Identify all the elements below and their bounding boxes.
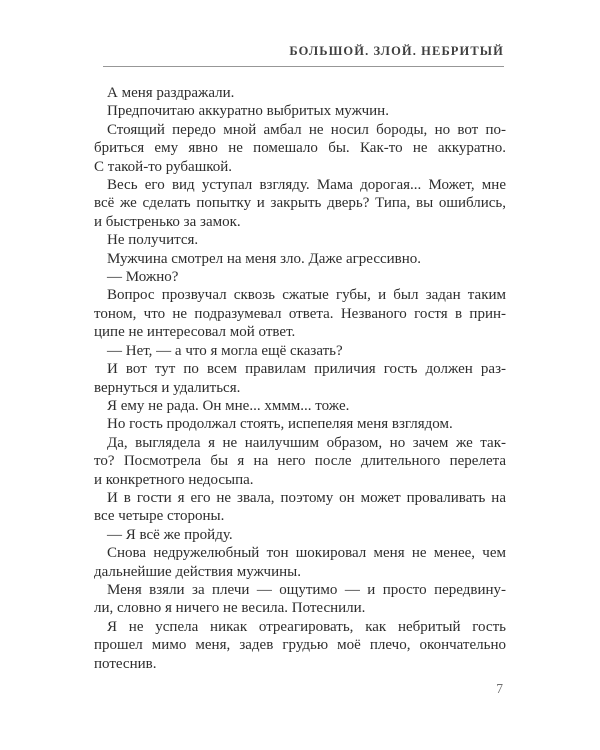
text-line: прошел мимо меня, задев грудью моё плечо, окончательно [94,637,506,654]
page-number: 7 [496,681,503,696]
text-line: Вопрос прозвучал сквозь сжатые губы, и был задан таким [107,287,506,304]
text-line: Мужчина смотрел на меня зло. Даже агрессивно. [107,250,422,267]
text-line: и конкретного недосыпа. [94,471,254,488]
text-line: Весь его вид уступал взгляду. Мама дорогая... Может, мне [107,177,506,194]
running-title: БОЛЬШОЙ. ЗЛОЙ. НЕБРИТЫЙ [289,44,504,58]
text-line: И вот тут по всем правилам приличия гость должен раз- [107,361,506,378]
text-line: Не получится. [107,232,199,249]
text-line: Я ему не рада. Он мне... хммм... тоже. [107,397,350,414]
text-line: Стоящий передо мной амбал не носил бороды, но вот по- [107,121,506,138]
text-line: и быстренько за замок. [94,213,241,230]
text-line: С такой-то рубашкой. [94,158,233,175]
text-line: дальнейшие действия мужчины. [94,563,301,580]
text-line: Я не успела никак отреагировать, как небритый гость [107,618,506,635]
text-line: Меня взяли за плечи — ощутимо — и просто передвину- [107,581,506,598]
page-footer [94,681,503,697]
text-line: ципе не интересовал мой ответ. [94,324,296,341]
text-body [94,84,506,673]
text-line: то? Посмотрела бы я на него после длительного перелета [94,453,506,470]
text-line: все четыре стороны. [94,508,225,525]
text-line: ли, словно я ничего не весила. Потеснили. [94,600,366,617]
text-line: А меня раздражали. [107,85,235,101]
text-line: И в гости я его не звала, поэтому он может проваливать на [107,489,506,506]
text-line: бриться ему явно не помешало бы. Как-то не аккуратно. [94,140,506,157]
text-line: Снова недружелюбный тон шокировал меня не менее, чем [107,545,506,562]
text-line: тоном, что не подразумевал ответа. Незваного гостя в прин- [94,305,506,322]
text-line: Предпочитаю аккуратно выбритых мужчин. [107,103,389,120]
text-line: — Нет, — а что я могла ещё сказать? [107,342,343,359]
page-header [103,44,504,67]
text-line: Но гость продолжал стоять, испепеляя меня взглядом. [107,416,453,433]
text-line: потеснив. [94,655,157,672]
text-line: — Я всё же пройду. [107,526,233,543]
text-line: Да, выглядела я не наилучшим образом, но зачем же так- [107,434,506,451]
text-line: всё же сделать попытку и закрыть дверь? Типа, вы ошиблись, [94,195,506,212]
text-line: вернуться и удалиться. [94,379,241,396]
header-rule [103,66,504,67]
text-line: — Можно? [107,269,179,286]
